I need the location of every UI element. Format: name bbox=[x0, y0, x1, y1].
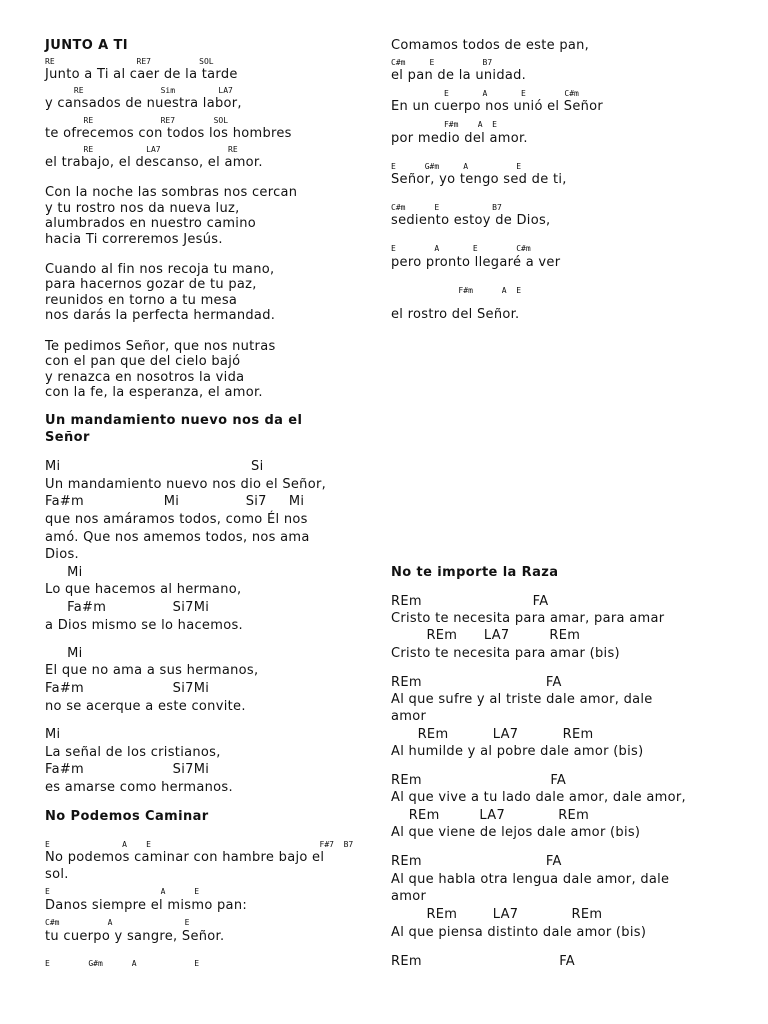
lyric-line: a Dios mismo se lo hacemos. bbox=[45, 618, 243, 633]
lyric-line: hacia Ti correremos Jesús. bbox=[45, 232, 223, 247]
lyric-line: Dios. bbox=[45, 547, 79, 562]
chord-line: E A E bbox=[45, 887, 200, 896]
chord-line: REm FA bbox=[391, 954, 575, 969]
lyric-line: sol. bbox=[45, 867, 69, 882]
chord-line: F#m A E bbox=[391, 286, 522, 295]
chord-line: REm FA bbox=[391, 594, 549, 609]
lyric-line: amor bbox=[391, 709, 427, 724]
lyric-line: con la fe, la esperanza, el amor. bbox=[45, 385, 263, 400]
lyric-line: nos darás la perfecta hermandad. bbox=[45, 308, 276, 323]
lyric-line: Junto a Ti al caer de la tarde bbox=[45, 67, 238, 82]
chord-line: REm LA7 REm bbox=[391, 808, 590, 823]
lyric-line: Al que habla otra lengua dale amor, dale bbox=[391, 872, 670, 887]
lyric-line: Danos siempre el mismo pan: bbox=[45, 898, 248, 913]
lyric-line: te ofrecemos con todos los hombres bbox=[45, 126, 292, 141]
lyric-line: reunidos en torno a tu mesa bbox=[45, 293, 238, 308]
lyric-line: Con la noche las sombras nos cercan bbox=[45, 185, 298, 200]
lyric-line: El que no ama a sus hermanos, bbox=[45, 663, 259, 678]
lyric-line: Un mandamiento nuevo nos dio el Señor, bbox=[45, 477, 327, 492]
lyric-line: por medio del amor. bbox=[391, 131, 528, 146]
lyric-line: Cuando al fin nos recoja tu mano, bbox=[45, 262, 275, 277]
lyric-line: La señal de los cristianos, bbox=[45, 745, 221, 760]
lyric-line: Al que viene de lejos dale amor (bis) bbox=[391, 825, 641, 840]
lyric-line: sediento estoy de Dios, bbox=[391, 213, 551, 228]
song-title-no-te-importe-la-raza: No te importe la Raza bbox=[391, 565, 559, 580]
song-title-no-podemos-caminar: No Podemos Caminar bbox=[45, 809, 209, 824]
lyric-line: alumbrados en nuestro camino bbox=[45, 216, 256, 231]
chord-line: Fa#m Si7Mi bbox=[45, 681, 210, 696]
chord-line: REm LA7 REm bbox=[391, 727, 594, 742]
lyric-line: No podemos caminar con hambre bajo el bbox=[45, 850, 325, 865]
chord-line: E A E F#7 B7 bbox=[45, 840, 354, 849]
lyric-line: Lo que hacemos al hermano, bbox=[45, 582, 242, 597]
chord-line: E G#m A E bbox=[45, 959, 200, 968]
lyric-line: Comamos todos de este pan, bbox=[391, 38, 590, 53]
lyric-line: En un cuerpo nos unió el Señor bbox=[391, 99, 604, 114]
chord-line: Mi bbox=[45, 565, 83, 580]
lyric-line: amó. Que nos amemos todos, nos ama bbox=[45, 530, 310, 545]
chord-line: E A E C#m bbox=[391, 89, 579, 98]
lyric-line: y tu rostro nos da nueva luz, bbox=[45, 201, 240, 216]
lyric-line: es amarse como hermanos. bbox=[45, 780, 233, 795]
chord-line: RE LA7 RE bbox=[45, 145, 238, 154]
chord-line: C#m E B7 bbox=[391, 203, 502, 212]
lyric-line: que nos amáramos todos, como Él nos bbox=[45, 512, 308, 527]
lyric-line: pero pronto llegaré a ver bbox=[391, 255, 561, 270]
chord-line: C#m E B7 bbox=[391, 58, 493, 67]
chord-line: C#m A E bbox=[45, 918, 190, 927]
chord-line: Mi bbox=[45, 646, 83, 661]
chord-line: Fa#m Si7Mi bbox=[45, 762, 210, 777]
chord-line: RE RE7 SOL bbox=[45, 116, 229, 125]
lyric-line: amor bbox=[391, 889, 427, 904]
lyric-line: y renazca en nosotros la vida bbox=[45, 370, 245, 385]
chord-line: E G#m A E bbox=[391, 162, 522, 171]
lyric-line: Al que sufre y al triste dale amor, dale bbox=[391, 692, 653, 707]
lyric-line: con el pan que del cielo bajó bbox=[45, 354, 241, 369]
chord-line: REm LA7 REm bbox=[391, 628, 581, 643]
chord-line: REm FA bbox=[391, 675, 562, 690]
chord-line: Mi bbox=[45, 727, 61, 742]
lyric-line: Al que vive a tu lado dale amor, dale amor, bbox=[391, 790, 686, 805]
chord-line: F#m A E bbox=[391, 120, 497, 129]
lyric-line: tu cuerpo y sangre, Señor. bbox=[45, 929, 225, 944]
song-title-mandamiento: Un mandamiento nuevo nos da el bbox=[45, 413, 303, 428]
chord-line: REm FA bbox=[391, 854, 562, 869]
chord-line: E A E C#m bbox=[391, 244, 531, 253]
lyric-line: Al que piensa distinto dale amor (bis) bbox=[391, 925, 647, 940]
lyric-line: Al humilde y al pobre dale amor (bis) bbox=[391, 744, 644, 759]
lyric-line: no se acerque a este convite. bbox=[45, 699, 246, 714]
chord-line: Fa#m Mi Si7 Mi bbox=[45, 494, 305, 509]
chord-line: RE RE7 SOL bbox=[45, 57, 214, 66]
lyric-line: y cansados de nuestra labor, bbox=[45, 96, 242, 111]
chord-line: RE Sim LA7 bbox=[45, 86, 233, 95]
lyric-line: el pan de la unidad. bbox=[391, 68, 527, 83]
chord-line: Mi Si bbox=[45, 459, 264, 474]
chord-line: REm FA bbox=[391, 773, 567, 788]
lyric-line: el trabajo, el descanso, el amor. bbox=[45, 155, 263, 170]
lyric-line: para hacernos gozar de tu paz, bbox=[45, 277, 257, 292]
chord-line: REm LA7 REm bbox=[391, 907, 603, 922]
song-title-mandamiento-cont: Señor bbox=[45, 430, 90, 445]
lyric-line: Cristo te necesita para amar (bis) bbox=[391, 646, 620, 661]
chord-line: Fa#m Si7Mi bbox=[45, 600, 210, 615]
song-title-junto-a-ti: JUNTO A TI bbox=[45, 38, 129, 53]
lyric-line: Te pedimos Señor, que nos nutras bbox=[45, 339, 276, 354]
lyric-line: Cristo te necesita para amar, para amar bbox=[391, 611, 665, 626]
lyric-line: Señor, yo tengo sed de ti, bbox=[391, 172, 567, 187]
lyric-line: el rostro del Señor. bbox=[391, 307, 520, 322]
